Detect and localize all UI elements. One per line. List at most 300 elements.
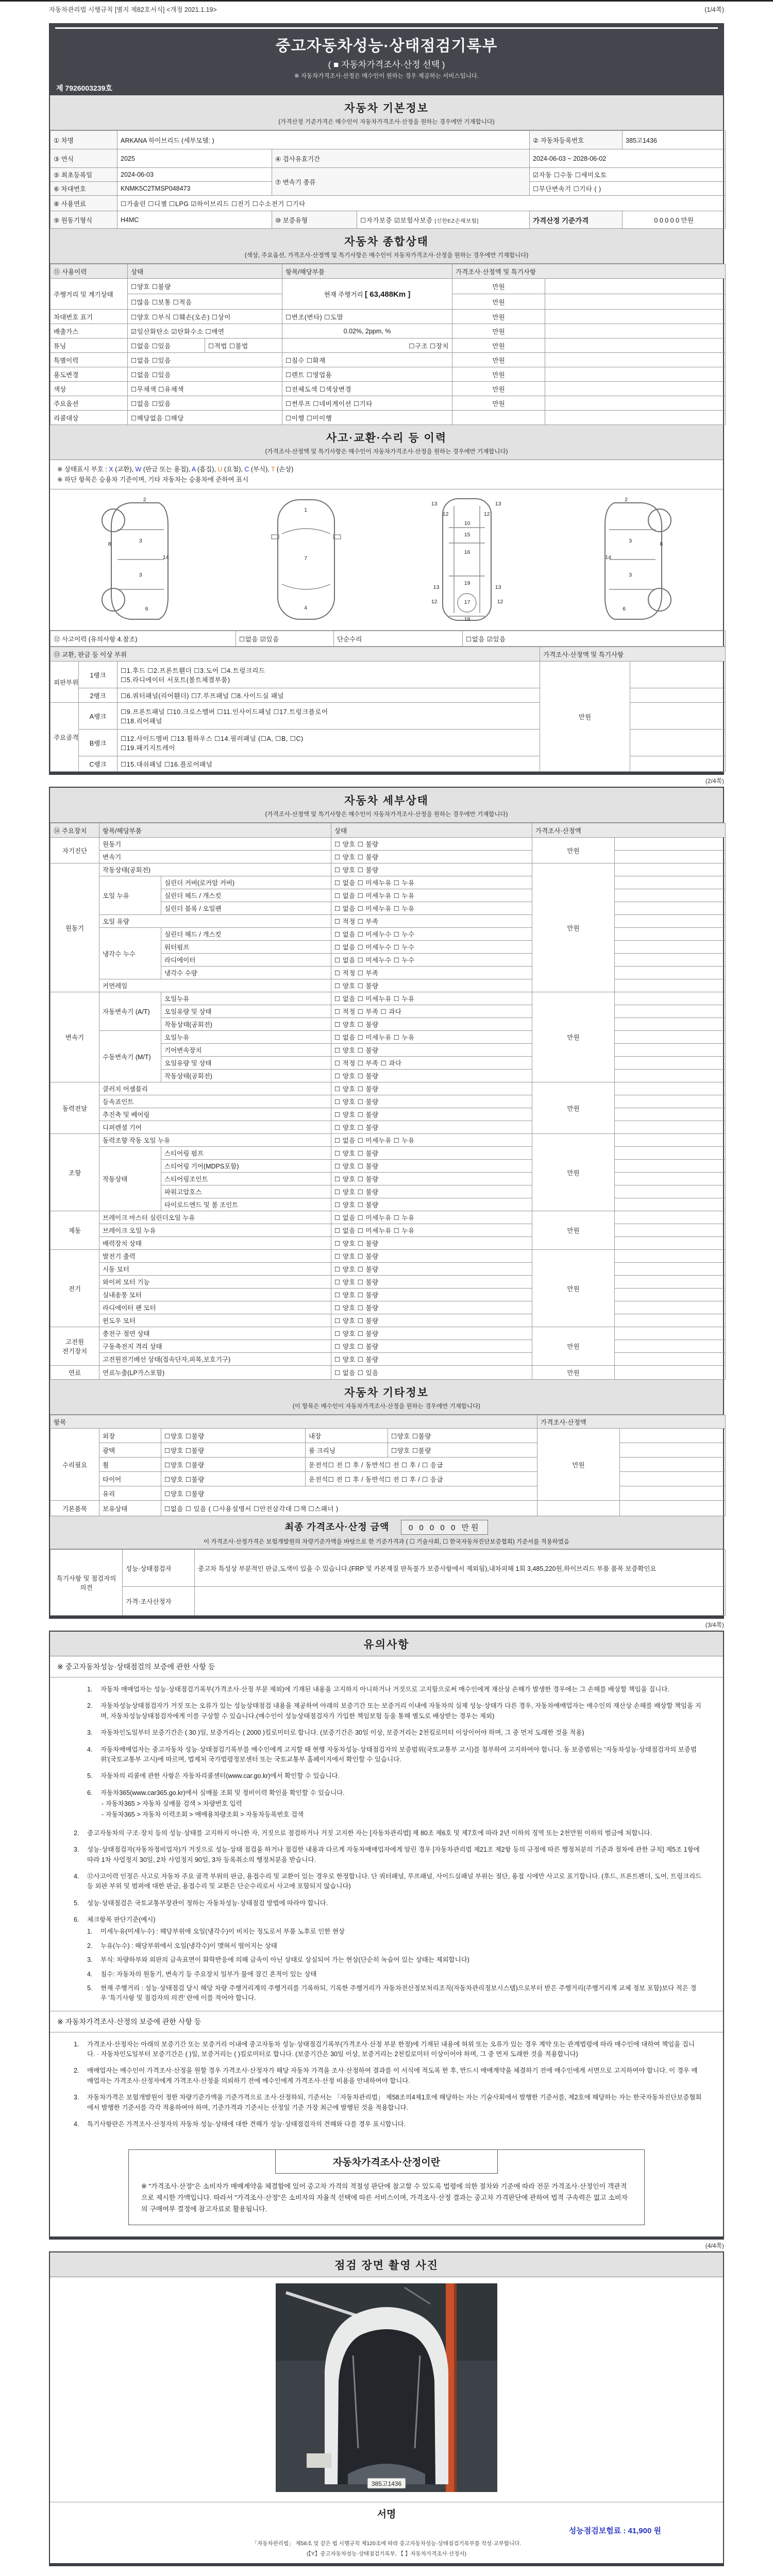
notice-num: 6. (87, 1789, 93, 1797)
document-subnote: ※ 자동차가격조사·산정은 매수인이 원하는 경우 제공하는 서비스입니다. (294, 73, 479, 79)
tuning-state: ☐없음 ☐있음 (128, 338, 205, 353)
notice-num: 1. (87, 1686, 93, 1693)
other-header (50, 1380, 723, 1415)
vin-marking-price: 만원 (452, 310, 545, 324)
notice-text: 자동차가격은 보험개발원이 정한 차량기준가액을 기준가격으로 조사·산정하되, 기준서는 「자동차관리법」 제58조의4제1호에 해당하는 자는 기술사회에서 발행한 기준서를, 제2호에 해당하는 자는 한국자동차진단보증협회에서 발행한 기준서를 각각 적용하여야 하며, 기준가격과 기준서는 산정일 기준 가장 최근에 발행된 것을 적용합니다. (87, 2094, 702, 2111)
notice-num: 3. (74, 2094, 79, 2102)
page-4-frame (49, 2251, 724, 2566)
engine-type-label: ⑨ 원동기형식 (51, 211, 117, 229)
note-cell (615, 1263, 726, 1276)
item-cell: 발전기 출력 (99, 1250, 331, 1263)
color-label: 색상 (51, 382, 128, 396)
state-cell: ☐ 없음 ☐ 미세누유 ☐ 누유 (331, 1031, 532, 1044)
final-amount-label: 최종 가격조사·산정 금액 (284, 1522, 390, 1532)
detail-header (50, 788, 723, 823)
main-frame-group: 주요골격 (51, 703, 79, 772)
mileage-note-1 (545, 279, 726, 294)
interior-label: 내장 (306, 1429, 388, 1443)
col-other-price: 가격조사·산정액 (537, 1415, 726, 1429)
note-cell (615, 954, 726, 967)
item-cell: 실내송풍 모터 (99, 1289, 331, 1301)
transmission-options-line2: ☐무단변속기 ☐기타 ( ) (530, 182, 726, 196)
page-3-frame (49, 1631, 724, 2240)
note-cell (615, 1289, 726, 1301)
car-diagram-right-side: 2 8 3 14 3 6 (563, 494, 692, 625)
first-reg-value: 2024-06-03 (117, 168, 272, 182)
special-item: ☐침수 ☐화재 (282, 353, 452, 367)
row-propshaft (51, 1108, 726, 1121)
code-x: X (109, 466, 113, 473)
note-cell (615, 1211, 726, 1224)
vin-marking-state: ☐양호 ☐부식 ☐훼손(오손) ☐상이 (128, 310, 282, 324)
detail-title: 자동차 세부상태 (344, 795, 429, 807)
inspection-photo-area (50, 2277, 723, 2502)
row-differential (51, 1121, 726, 1134)
reg-number-value: 385고1436 (623, 131, 726, 149)
note-cell (620, 1458, 726, 1472)
price-cell: 만원 (532, 838, 615, 863)
state-cell: ☐ 적정 ☐ 부족 (331, 915, 532, 928)
row-at-oil-leak (51, 992, 726, 1005)
col-detail-state: 상태 (331, 823, 532, 838)
row-vin-marking (51, 310, 726, 324)
tire-detail: 운전석☐ 전 ☐ 후 / 동반석☐ 전 ☐ 후 / ☐ 응급 (306, 1472, 537, 1486)
note-cell (620, 1472, 726, 1486)
rankC-items: ☐15.대쉬패널 ☐16.플로어패널 (117, 756, 540, 772)
notice-num: 2. (87, 1702, 93, 1710)
notice-num: 2. (74, 2067, 79, 2075)
mileage-current (282, 279, 452, 310)
row-selfdiag-engine (51, 838, 726, 851)
warranty-type-options (357, 211, 530, 229)
rank1-items (117, 662, 540, 688)
note-cell (620, 1429, 726, 1443)
item-cell: 브레이크 오일 누유 (99, 1224, 331, 1237)
notice-item (74, 2040, 702, 2060)
notice-num: 3. (87, 1956, 93, 1964)
notice-item (87, 1771, 702, 1781)
car-diagrams (50, 489, 723, 631)
accident-history-label: ⑫ 사고이력 (유의사항 4.참조) (51, 631, 236, 647)
recall-label: 리콜대상 (51, 411, 128, 425)
first-reg-label: ⑤ 최초등록일 (51, 168, 117, 182)
note-cell (615, 1314, 726, 1327)
part-cell: 냉각수 수량 (161, 967, 331, 979)
usage-note (545, 367, 726, 382)
notice-text: 누유(누수) : 해당부위에서 오일(냉각수)이 맺혀서 떨어지는 상태 (100, 1942, 277, 1950)
warranty-type-checks: ☐자가보증 ☑보험사보증 (360, 216, 433, 224)
notice-item (87, 1728, 702, 1738)
car-right-outline (563, 494, 692, 625)
state-cell: ☐ 없음 ☐ 미세누유 ☐ 누유 (331, 902, 532, 915)
notice-num: 2. (87, 1942, 93, 1950)
state-cell: ☐ 양호 ☐ 불량 (331, 863, 532, 876)
notice-text: 특기사항란은 가격조사·산정자의 자동차 성능·상태에 대한 견해가 성능·상태점검자의 견해와 다를 경우 표시합니다. (87, 2120, 406, 2128)
usage-state: ☐없음 ☐있음 (128, 367, 282, 382)
state-cell: ☐ 양호 ☐ 불량 (331, 1121, 532, 1134)
row-accident-history (51, 631, 726, 647)
recall-item: ☐이행 ☐미이행 (282, 411, 452, 425)
col-device: ⑭ 주요장치 (51, 823, 99, 838)
final-amount-value: 0 0 0 0 0 만원 (401, 1520, 489, 1535)
notices-title: 유의사항 (363, 1639, 410, 1651)
col-use-history: ⑪ 사용이력 (51, 264, 128, 279)
item-cell: 라디에이터 팬 모터 (99, 1301, 331, 1314)
row-tuning (51, 338, 726, 353)
row-fuel-leak (51, 1366, 726, 1380)
item-cell: 변속기 (99, 851, 331, 863)
part-cell: 실린더 블록 / 오일팬 (161, 902, 331, 915)
notice-num: 6. (74, 1916, 79, 1923)
signature-title: 서명 (377, 2509, 396, 2520)
note-cell (615, 1031, 726, 1044)
note-cell (615, 838, 726, 851)
item-cell: 등속죠인트 (99, 1095, 331, 1108)
signature-line-2: (【Y】중고자동차성능·상태점검기록부, 【 】자동차가격조사·산정서) (307, 2550, 466, 2557)
color-item: ☐전체도색 ☐색상변경 (282, 382, 452, 396)
subgroup-mt: 수동변속기 (M/T) (99, 1031, 161, 1082)
row-exterior-interior (51, 1429, 726, 1443)
state-cell: ☐ 없음 ☐ 있음 (331, 1366, 532, 1380)
comprehensive-note: (색상, 주요옵션, 가격조사·산정액 및 특기사항은 매수인이 자동차가격조사·산정을 원하는 경우에만 기재합니다) (244, 252, 529, 259)
options-label: 주요옵션 (51, 396, 128, 411)
notice-item (74, 1872, 702, 1892)
code-c-desc: (부식), (249, 466, 272, 473)
mileage-state-2: ☐많음 ☐보통 ☐적음 (128, 294, 282, 310)
group-highvoltage: 고전원 전기장치 (51, 1327, 99, 1366)
notice-num: 3. (74, 1846, 79, 1854)
mileage-prefix: 현재 주행거리 (324, 291, 363, 298)
options-item: ☐썬루프 ☐네비게이션 ☐기타 (282, 396, 452, 411)
note-cell (615, 1082, 726, 1095)
item-cell: 브레이크 마스터 실린더오일 누유 (99, 1211, 331, 1224)
state-cell: ☐ 양호 ☐ 불량 (331, 1276, 532, 1289)
wheel-label: 휠 (99, 1458, 161, 1472)
photo-header (50, 2252, 723, 2277)
recall-price (452, 411, 545, 425)
other-title: 자동차 기타정보 (344, 1387, 429, 1399)
row-engine-idle (51, 863, 726, 876)
part-cell: 작동상태(공회전) (161, 1018, 331, 1031)
group-repair-needed: 수리필요 (51, 1429, 99, 1501)
row-basic-items (51, 1501, 726, 1516)
rank1-line2: ☐5.라디에이터 서포트(볼트체결부품) (121, 676, 230, 684)
page-2-frame (49, 787, 724, 1619)
glass-state: ☐양호 ☐불량 (161, 1486, 537, 1501)
fuel-options: ☐가솔린 ☐디젤 ☐LPG ☑하이브리드 ☐전기 ☐수소전기 ☐기타 (117, 196, 726, 211)
notice-text: 매매업자는 매수인이 가격조사·산정을 원할 경우 가격조사·산정자가 해당 자동차 가격을 조사·산정하여 결과를 이 서식에 적도록 한 후, 반드시 매매계약을 체결하기 전에 매수인에게 서면으로 고지하여야 합니다. 이 경우 매매업자는 가격조사·산정자에게 가격조사·산정을 의뢰하기 전에 매수인에게 가격조사·산정 비용을 안내하여야 합니다. (87, 2067, 698, 2084)
code-w-desc: (판금 또는 용접), (141, 466, 192, 473)
note-cell (615, 889, 726, 902)
inspector-label: 성능·상태점검자 (123, 1550, 195, 1587)
notices-sub1: ※ 중고자동차성능·상태점검의 보증에 관한 사항 등 (50, 1656, 723, 1677)
part-cell: 라디에이터 (161, 954, 331, 967)
notice-subline: - 자동차365 > 자동차 이력조회 > 매매용차량조회 > 자동차등록번호 검색 (102, 1811, 304, 1819)
license-plate: 385고1436 (371, 2480, 402, 2487)
notices-sub2: ※ 자동차가격조사·산정의 보증에 관한 사항 등 (50, 2011, 723, 2032)
state-cell: ☐ 없음 ☐ 미세누수 ☐ 누수 (331, 941, 532, 954)
base-price-label: 가격산정 기준가격 (530, 211, 623, 229)
photo-title: 점검 장면 촬영 사진 (334, 2259, 439, 2272)
notice-text: 성능·상태점검자(자동차정비업자)가 거짓으로 성능·상태 점검을 하거나 점검한 내용과 다르게 자동차매매업자에게 알린 경우 [자동차관리법 제21조 제2항 등의 규정에 따른 행정처분의 기준과 절차에 관한 규칙] 제5조 1항에 따라 1차 사업정지 30일, 2차 사업정지 90일, 3차 등록취소의 행정처분을 받습니다. (87, 1846, 700, 1863)
comprehensive-header (50, 229, 723, 264)
row-steering-pump (51, 1147, 726, 1160)
row-starter (51, 1263, 726, 1276)
inspection-period-label: ④ 검사유효기간 (272, 149, 530, 168)
item-cell: 구동축전지 격리 상태 (99, 1340, 331, 1353)
notices-list-3 (50, 2032, 723, 2142)
row-appraiser-opinion (51, 1587, 726, 1616)
row-cv-joint (51, 1095, 726, 1108)
emission-state: ☑일산화탄소 ☑탄화수소 ☐매연 (128, 324, 282, 338)
part-cell: 작동상태(공회전) (161, 1070, 331, 1082)
appraiser-label: 가격·조사산정자 (123, 1587, 195, 1616)
notice-text: 가격조사·산정자는 아래의 보증기간 또는 보증거리 이내에 중고자동차 성능·상태점검기록부(가격조사·산정 부분 한정)에 기재된 내용에 허위 또는 오류가 있는 경우 계약 또는 관계법령에 따라 매수인에 대하여 책임을 집니다. · 자동차인도일부터 보증기간은 ( )일, 보증거리는 ( )킬로미터로 합니다. (보증기간은 30일 이상, 보증거리는 2천킬로미터 이상이어야 하며, 그 중 먼저 도래한 것을 적용합니다) (87, 2040, 695, 2058)
state-code-legend (50, 460, 723, 489)
notice-item (87, 1788, 702, 1798)
basic-info-table (50, 130, 726, 229)
row-oil-level (51, 915, 726, 928)
state-cell: ☐ 양호 ☐ 불량 (331, 1044, 532, 1057)
accident-title: 사고·교환·수리 등 이력 (326, 432, 447, 444)
final-amount-note: 이 가격조사·산정가격은 보험개발원의 차량기준가액을 바탕으로 한 기준가격과 ( ☐ 기술사회, ☐ 한국자동차진단보증협회) 기준서를 적용하였음 (203, 1539, 570, 1545)
transmission-label: ⑦ 변속기 종류 (272, 168, 530, 196)
rankA-line1: ☐9.프론트패널 ☐10.크로스멤버 ☐11.인사이드패널 ☐17.트렁크플로어 (121, 708, 328, 716)
mileage-price-1: 만원 (452, 279, 545, 294)
state-cell: ☐ 양호 ☐ 불량 (331, 1018, 532, 1031)
code-a: A (191, 466, 196, 473)
notice-text: 체크항목 판단기준(예시) (87, 1916, 156, 1923)
color-price: 만원 (452, 382, 545, 396)
color-state: ☐무채색 ☐유채색 (128, 382, 282, 396)
comprehensive-title: 자동차 종합상태 (344, 236, 429, 248)
other-note: (이 항목은 매수인이 자동차가격조사·산정을 원하는 경우에만 기재합니다) (293, 1403, 480, 1410)
note-cell (615, 1134, 726, 1147)
inspection-premium: 성능점검보험료 : 41,900 원 (568, 2526, 661, 2535)
vin-marking-note (545, 310, 726, 324)
notice-text: 부식: 차량하부와 외판의 금속표면이 화학반응에 의해 금속이 아닌 상태로 상실되어 가는 현상(단순히 녹슬어 있는 상태는 제외합니다) (100, 1956, 469, 1964)
row-brake-master (51, 1211, 726, 1224)
notice-num: 4. (87, 1745, 93, 1753)
accident-note: (가격조사·산정액 및 특기사항은 매수인이 자동차가격조사·산정을 원하는 경우에만 기재합니다) (265, 449, 508, 455)
appraiser-opinion-text (195, 1587, 726, 1616)
notice-item (74, 1915, 702, 1925)
row-fan-motor (51, 1301, 726, 1314)
exchange-price-header: 가격조사·산정액 및 특기사항 (540, 647, 726, 662)
price-cell: 만원 (532, 863, 615, 992)
note-cell (615, 851, 726, 863)
note-cell (615, 1018, 726, 1031)
row-blower-motor (51, 1289, 726, 1301)
final-amount-band (50, 1516, 723, 1549)
page-1-frame (49, 23, 724, 775)
mileage-note-2 (545, 294, 726, 310)
note-cell (615, 1185, 726, 1198)
mileage-value: [ 63,488Km ] (365, 290, 411, 299)
price-cell: 만원 (532, 1366, 615, 1380)
state-cell: ☐ 양호 ☐ 불량 (331, 1185, 532, 1198)
note-cell (615, 1005, 726, 1018)
group-transmission: 변속기 (51, 992, 99, 1082)
rankB-note (630, 730, 726, 756)
tire-label: 타이어 (99, 1472, 161, 1486)
mileage-label: 주행거리 및 계기상태 (51, 279, 128, 310)
vin-marking-label: 차대번호 표기 (51, 310, 128, 324)
notice-num: 5. (74, 1899, 79, 1907)
row-recall (51, 411, 726, 425)
group-selfdiag: 자기진단 (51, 838, 99, 863)
note-cell (615, 1173, 726, 1185)
item-cell: 오일 유량 (99, 915, 331, 928)
note-cell (615, 941, 726, 954)
row-alternator (51, 1250, 726, 1263)
group-electric: 전기 (51, 1250, 99, 1327)
engine-type-value: H4MC (117, 211, 272, 229)
part-cell: 오일누유 (161, 992, 331, 1005)
row-mt-oil-leak (51, 1031, 726, 1044)
code-t-desc: (손상) (275, 466, 294, 473)
opinions-group-label: 특기사항 및 점검자의 의견 (51, 1550, 123, 1616)
notice-text: 침수: 자동차의 원동기, 변속기 등 주요장치 일부가 물에 잠긴 흔적이 있는 상태 (100, 1970, 317, 1978)
options-price: 만원 (452, 396, 545, 411)
item-cell: 작동상태(공회전) (99, 863, 331, 876)
emission-price: 만원 (452, 324, 545, 338)
state-cell: ☐ 없음 ☐ 미세누유 ☐ 누유 (331, 889, 532, 902)
state-cell: ☐ 양호 ☐ 불량 (331, 1173, 532, 1185)
note-cell (615, 1340, 726, 1353)
note-cell (615, 902, 726, 915)
emission-label: 배출가스 (51, 324, 128, 338)
notice-item (74, 1845, 702, 1865)
notice-subline: - 자동차365 > 자동차 실매물 검색 > 차량번호 입력 (102, 1800, 242, 1807)
rankA-label: A랭크 (79, 703, 117, 730)
notice-item (87, 1685, 702, 1694)
subgroup-oil-leak: 오일 누유 (99, 876, 161, 915)
polish-label: 광택 (99, 1443, 161, 1458)
document-subtitle: ( ■ 자동차가격조사·산정 선택 ) (328, 60, 445, 70)
rankB-line1: ☐12.사이드멤버 ☐13.휠하우스 ☐14.필러패널 (☐A, ☐B, ☐C) (121, 735, 304, 742)
group-powertrain: 동력전달 (51, 1082, 99, 1134)
page-marker-4: (4/4쪽) (705, 2242, 724, 2249)
notice-text: 성능·상태점검은 국토교통부장관이 정하는 자동차성능·상태점검 방법에 따라야 합니다. (87, 1899, 328, 1907)
state-cell: ☐ 양호 ☐ 불량 (331, 838, 532, 851)
notice-item (74, 1899, 702, 1908)
state-cell: ☐ 양호 ☐ 불량 (331, 1082, 532, 1095)
interior-state: ☐양호 ☐불량 (388, 1429, 537, 1443)
warranty-type-label: ⑩ 보증유형 (272, 211, 357, 229)
part-cell: 오일유량 및 상태 (161, 1005, 331, 1018)
accident-header (50, 425, 723, 460)
note-cell (615, 1160, 726, 1173)
signature-section (50, 2502, 723, 2563)
note-cell (615, 915, 726, 928)
rankA-line2: ☐18.리어패널 (121, 717, 162, 725)
notice-text: 자동차 매매업자는 성능·상태점검기록부(가격조사·산정 부분 제외)에 기재된 내용을 고지하지 아니하거나 거짓으로 고지함으로써 매수인에게 재산상 손해가 발생한 경우에는 그 손해를 배상할 책임을 집니다. (100, 1686, 669, 1693)
transmission-options-line1: ☑자동 ☐수동 ☐세미오토 (530, 168, 726, 182)
note-cell (620, 1486, 726, 1501)
part-cell: 스티어링조인트 (161, 1173, 331, 1185)
note-cell (615, 1353, 726, 1366)
item-cell: 배력장치 상태 (99, 1237, 331, 1250)
vin-marking-item: ☐변조(변타) ☐도말 (282, 310, 452, 324)
band-rule (55, 27, 718, 29)
part-cell: 스티어링 기어(MDPS포함) (161, 1160, 331, 1173)
detail-table (50, 823, 726, 1380)
wheel-state: ☐양호 ☐불량 (161, 1458, 306, 1472)
basic-info-header (50, 95, 723, 130)
part-cell: 워터펌프 (161, 941, 331, 954)
row-special-history (51, 353, 726, 367)
tire-state: ☐양호 ☐불량 (161, 1472, 306, 1486)
exterior-label: 외장 (99, 1429, 161, 1443)
rankB-items (117, 730, 540, 756)
code-t: T (271, 466, 275, 473)
state-cell: ☐ 양호 ☐ 불량 (331, 1340, 532, 1353)
code-u-desc: (요철), (222, 466, 245, 473)
note-cell (615, 1301, 726, 1314)
state-cell: ☐ 양호 ☐ 불량 (331, 1353, 532, 1366)
state-cell: ☐ 양호 ☐ 불량 (331, 1095, 532, 1108)
exchange-label: ⑬ 교환, 판금 등 이상 부위 (51, 647, 540, 662)
note-cell (615, 1121, 726, 1134)
price-definition-title: 자동차가격조사·산정이란 (275, 2149, 498, 2174)
basic-items-label: 보유상태 (99, 1501, 161, 1516)
item-cell: 커먼레일 (99, 979, 331, 992)
rankA-items (117, 703, 540, 730)
state-cell: ☐ 없음 ☐ 미세누유 ☐ 누유 (331, 876, 532, 889)
notice-item (74, 2066, 702, 2086)
row-coolant-head (51, 928, 726, 941)
group-engine: 원동기 (51, 863, 99, 992)
part-cell: 스티어링 펌프 (161, 1147, 331, 1160)
state-cell: ☐ 없음 ☐ 미세누수 ☐ 누수 (331, 928, 532, 941)
glass-label: 유리 (99, 1486, 161, 1501)
document-number: 제 7926003239호 (56, 84, 112, 92)
rankB-label: B랭크 (79, 730, 117, 756)
note-cell (615, 1198, 726, 1211)
tuning-legal: ☐적법 ☐불법 (205, 338, 282, 353)
row-brake-oil (51, 1224, 726, 1237)
rank1-note (630, 662, 726, 688)
state-cell: ☐ 양호 ☐ 불량 (331, 1314, 532, 1327)
group-steering: 조향 (51, 1134, 99, 1211)
note-cell (620, 1443, 726, 1458)
notice-item (74, 2120, 702, 2129)
col-item: 항목/해당부품 (282, 264, 452, 279)
rankA-note (630, 703, 726, 730)
note-cell (615, 1276, 726, 1289)
price-cell: 만원 (532, 992, 615, 1082)
options-note (545, 396, 726, 411)
row-rank-1 (51, 662, 726, 688)
note-cell (615, 863, 726, 876)
base-price-value: 0 0 0 0 0 만원 (623, 211, 726, 229)
notice-num: 1. (74, 2040, 79, 2048)
notices-header (50, 1632, 723, 1656)
vin-value: KNMK5C2TMSP048473 (117, 182, 272, 196)
tuning-price: 만원 (452, 338, 545, 353)
row-brake-booster (51, 1237, 726, 1250)
notice-subitem (87, 1941, 702, 1951)
state-cell: ☐ 적정 ☐ 부족 ☐ 과다 (331, 1057, 532, 1070)
legend-prefix: ※ 상태표시 부호 : (57, 466, 109, 473)
state-cell: ☐ 양호 ☐ 불량 (331, 1160, 532, 1173)
rank-price: 만원 (540, 662, 630, 772)
legend-note-2: ※ 하단 항목은 승용차 기준이며, 기타 자동차는 승용차에 준하여 표시 (57, 476, 249, 483)
price-cell: 만원 (532, 1082, 615, 1134)
state-cell: ☐ 양호 ☐ 불량 (331, 1108, 532, 1121)
rankC-label: C랭크 (79, 756, 117, 772)
